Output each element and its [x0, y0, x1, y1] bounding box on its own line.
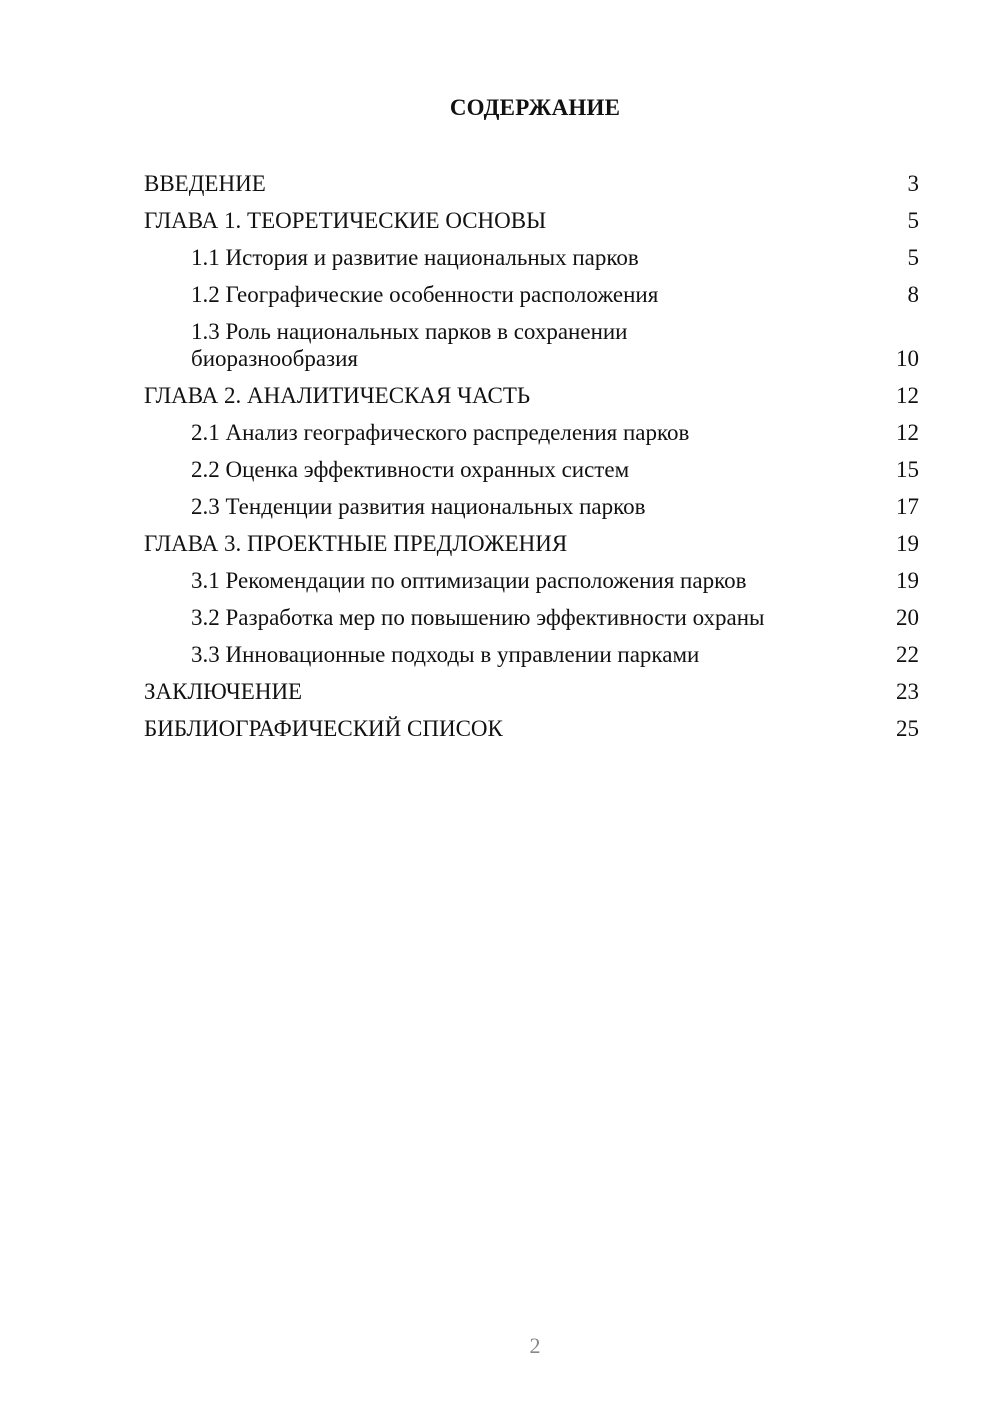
toc-entry-page-number: 5	[907, 245, 919, 270]
toc-entry-page-number: 3	[907, 171, 919, 196]
toc-entry-page-number: 15	[896, 457, 919, 482]
toc-entry-page-number: 8	[907, 282, 919, 307]
toc-entry-label: 1.3 Роль национальных парков в сохранении биоразнообразия	[191, 319, 628, 371]
toc-entry-page-number: 12	[896, 383, 919, 408]
toc-entry-label: ГЛАВА 3. ПРОЕКТНЫЕ ПРЕДЛОЖЕНИЯ	[144, 531, 568, 556]
page-title: СОДЕРЖАНИЕ	[449, 95, 621, 120]
toc-entry-section[interactable]	[144, 313, 919, 377]
toc-entry-label: 2.1 Анализ географического распределения парков	[191, 420, 690, 445]
toc-entry-label: 3.2 Разработка мер по повышению эффективности охраны	[191, 605, 765, 630]
toc-entry-page-number: 5	[907, 208, 919, 233]
toc-entry-section[interactable]	[144, 276, 919, 313]
toc-entry-label: 2.2 Оценка эффективности охранных систем	[191, 457, 630, 482]
toc-entry-label: 1.1 История и развитие национальных парков	[191, 245, 639, 270]
toc-entry-chapter[interactable]	[144, 377, 919, 414]
table-of-contents	[144, 165, 919, 747]
toc-entry-label: ГЛАВА 2. АНАЛИТИЧЕСКАЯ ЧАСТЬ	[144, 383, 531, 408]
toc-entry-page-number: 10	[896, 346, 919, 371]
toc-entry-label: БИБЛИОГРАФИЧЕСКИЙ СПИСОК	[144, 716, 503, 741]
toc-entry-page-number: 12	[896, 420, 919, 445]
toc-entry-page-number: 17	[896, 494, 919, 519]
toc-entry-label: ЗАКЛЮЧЕНИЕ	[144, 679, 303, 704]
toc-entry-section[interactable]	[144, 451, 919, 488]
toc-entry-section[interactable]	[144, 488, 919, 525]
toc-entry-chapter[interactable]	[144, 525, 919, 562]
toc-entry-section[interactable]	[144, 414, 919, 451]
toc-entry-section[interactable]	[144, 599, 919, 636]
toc-entry-label: 2.3 Тенденции развития национальных парков	[191, 494, 646, 519]
toc-entry-section[interactable]	[144, 239, 919, 276]
page-number: 2	[529, 1333, 541, 1358]
toc-entry-page-number: 19	[896, 568, 919, 593]
toc-entry-page-number: 22	[896, 642, 919, 667]
toc-entry-label: ВВЕДЕНИЕ	[144, 171, 266, 196]
toc-entry-label: 3.1 Рекомендации по оптимизации расположения парков	[191, 568, 747, 593]
toc-entry-page-number: 20	[896, 605, 919, 630]
toc-entry-page-number: 19	[896, 531, 919, 556]
toc-entry-page-number: 25	[896, 716, 919, 741]
toc-entry-chapter[interactable]	[144, 673, 919, 710]
toc-entry-label: ГЛАВА 1. ТЕОРЕТИЧЕСКИЕ ОСНОВЫ	[144, 208, 547, 233]
toc-entry-chapter[interactable]	[144, 165, 919, 202]
toc-entry-section[interactable]	[144, 562, 919, 599]
toc-entry-chapter[interactable]	[144, 710, 919, 747]
toc-entry-label: 3.3 Инновационные подходы в управлении парками	[191, 642, 700, 667]
toc-entry-section[interactable]	[144, 636, 919, 673]
toc-entry-page-number: 23	[896, 679, 919, 704]
toc-entry-label: 1.2 Географические особенности расположения	[191, 282, 659, 307]
toc-entry-chapter[interactable]	[144, 202, 919, 239]
